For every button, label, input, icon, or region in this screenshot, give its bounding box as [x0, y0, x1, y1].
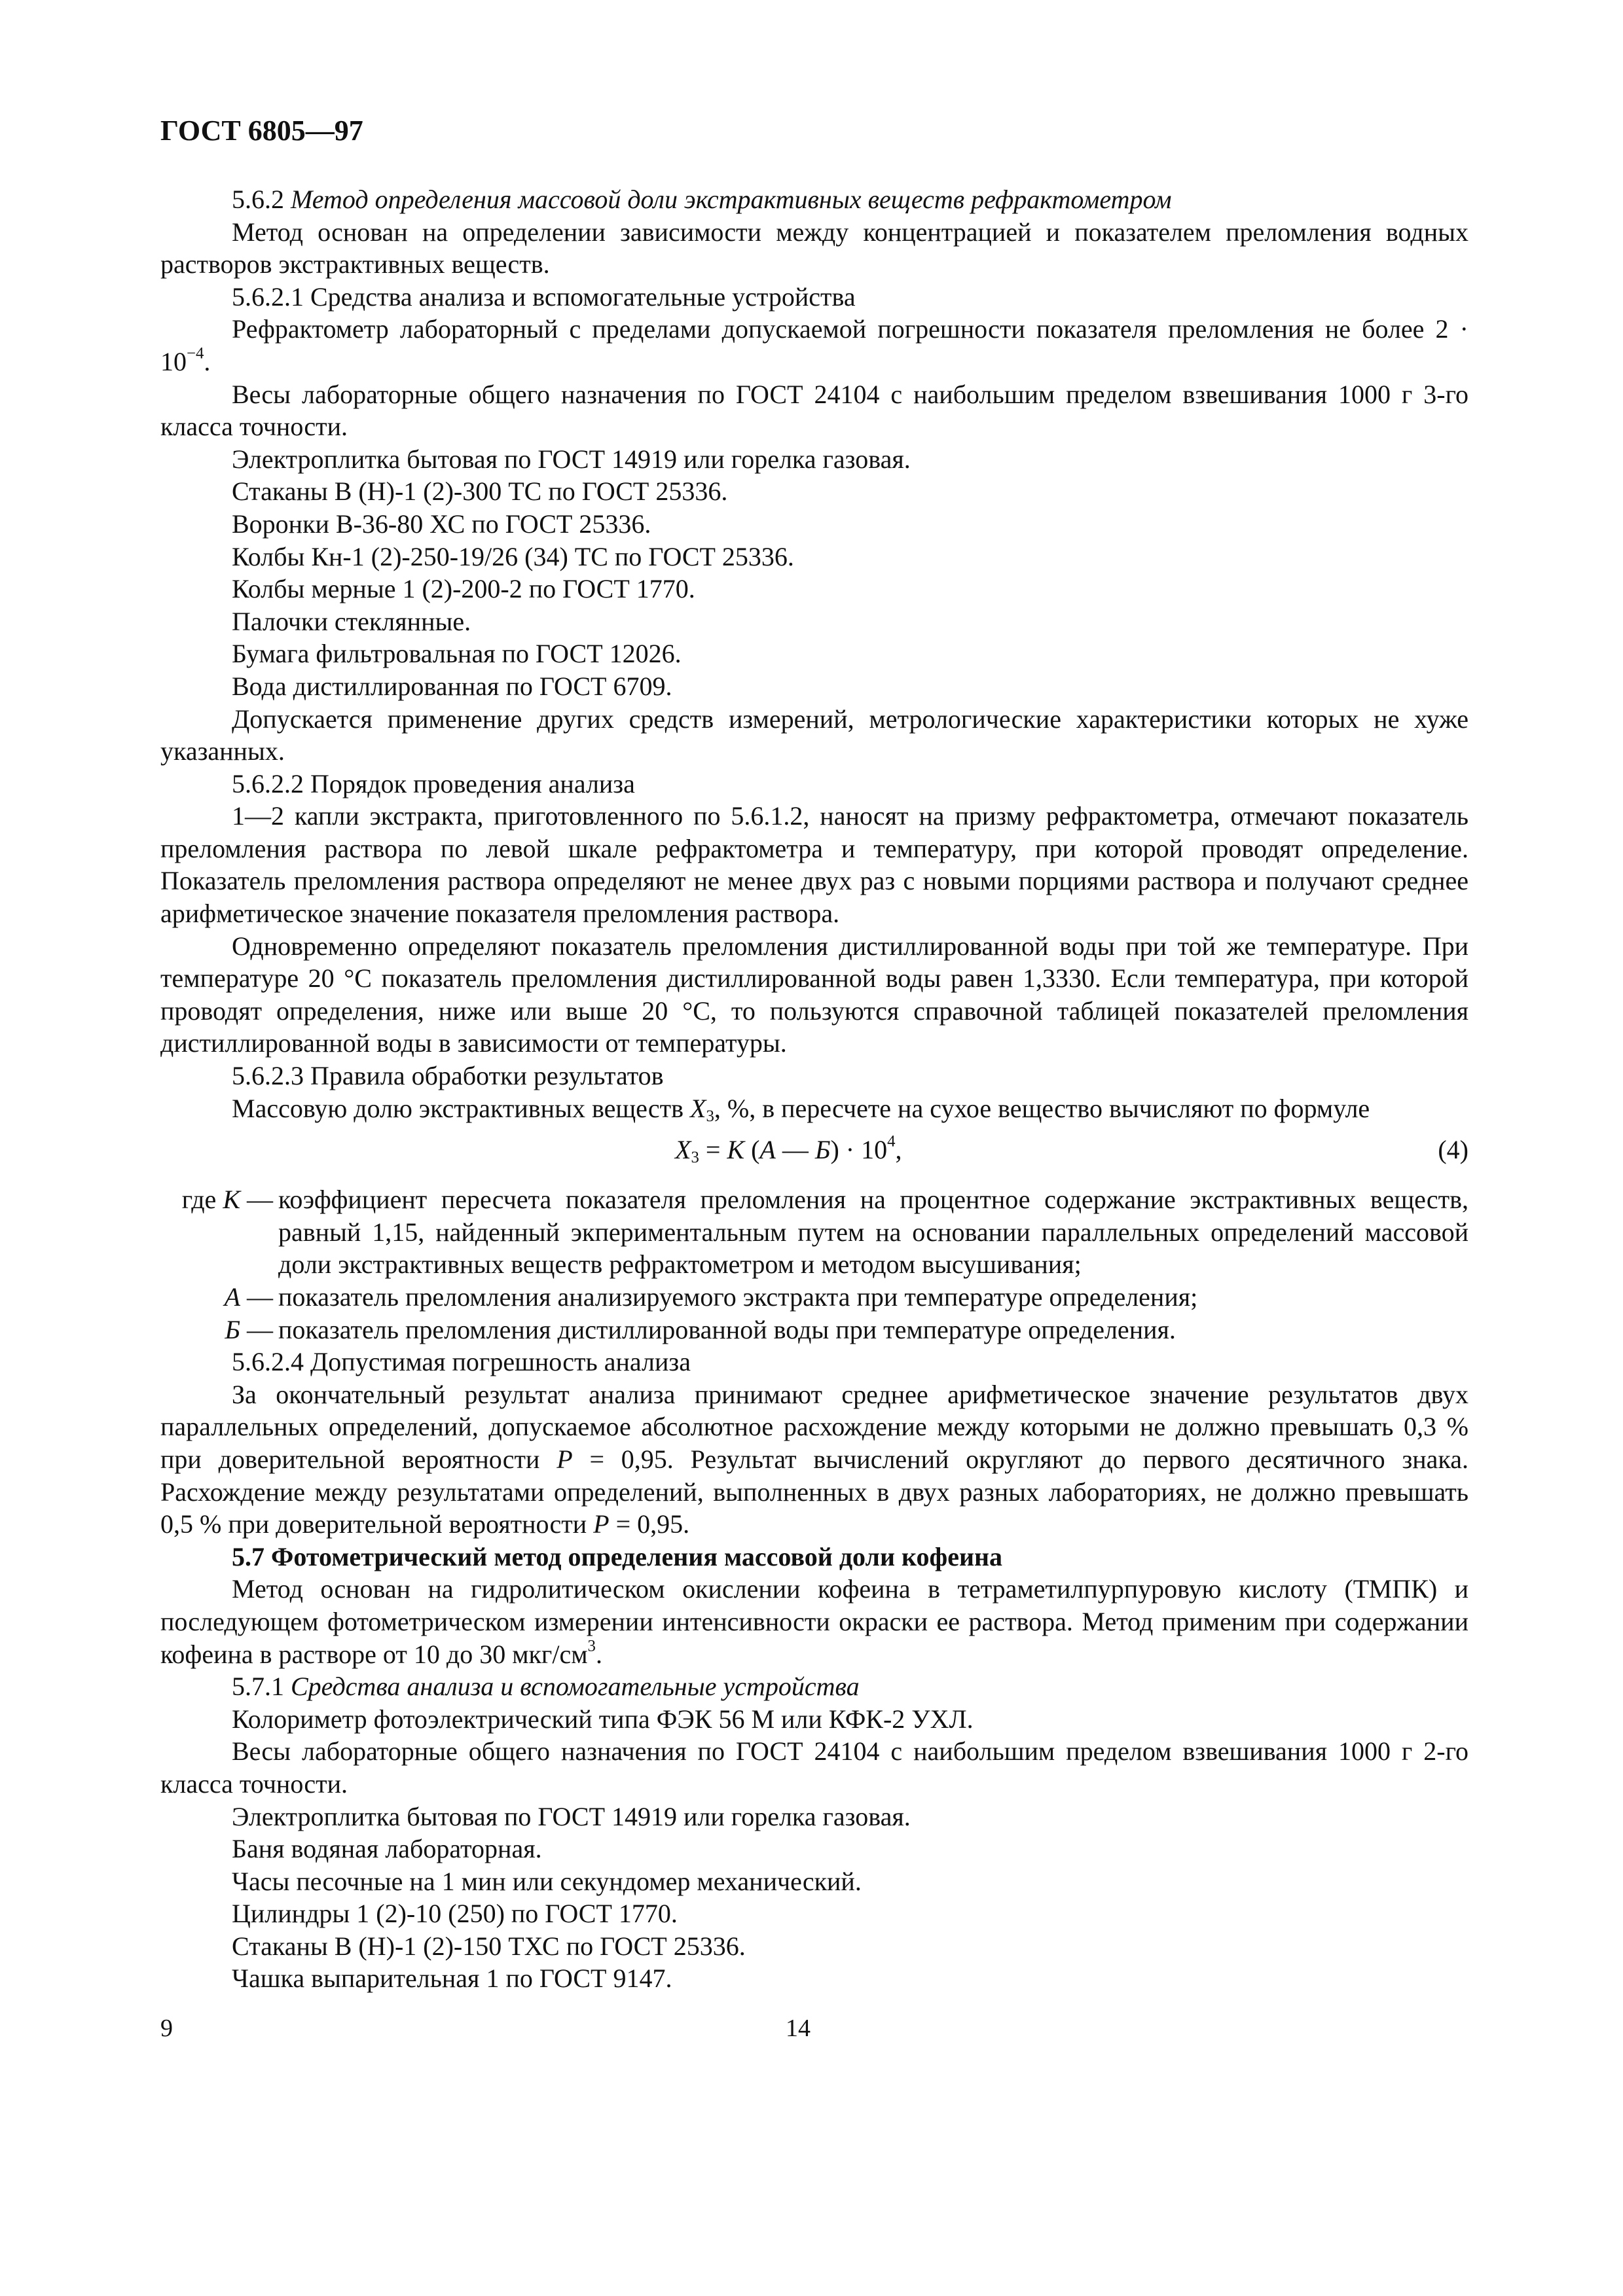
legend-row [160, 1183, 1468, 1281]
section-5-7-heading: 5.7 Фотометрический метод определения массовой доли кофеина [232, 1541, 1003, 1571]
section-number: 5.7.1 [232, 1672, 284, 1702]
legend-term [160, 1314, 278, 1346]
paragraph [160, 1378, 1468, 1541]
list-item: Чашка выпарительная 1 по ГОСТ 9147. [232, 1964, 672, 1994]
list-item: Весы лабораторные общего назначения по ГОСТ 24104 с наибольшим пределом взвешивания 1000 г 3-го класса точности. [160, 379, 1468, 442]
formula-lhs: X [675, 1135, 691, 1165]
paragraph: 1—2 капли экстракта, приготовленного по 5.6.1.2, наносят на призму рефрактометра, отмечают показатель преломления раствора по левой шкале рефрактометра и температуру, при которой проводят определение. Показатель преломления раствора определяют не менее двух раз с новыми порциями раствора и получают среднее арифметическое значение показателя преломления раствора. [160, 801, 1468, 929]
text: . [204, 346, 211, 376]
list-item: Стаканы В (Н)-1 (2)-300 ТС по ГОСТ 25336. [232, 476, 728, 507]
list-item: Баня водяная лабораторная. [232, 1834, 542, 1864]
formula-k: K [727, 1135, 745, 1165]
paragraph [160, 1573, 1468, 1670]
formula-minus: — [775, 1135, 815, 1165]
legend-dash: — [240, 1185, 273, 1215]
text: Метод основан на гидролитическом окислении кофеина в тетраметилпурпуровую кислоту (ТМПК) и последующем фотометрическом измерении интенсивности окраски ее раствора. Метод применим при содержании кофеина в растворе от 10 до 30 мкг/см [160, 1574, 1468, 1669]
subsection-heading: 5.6.2.4 Допустимая погрешность анализа [232, 1347, 691, 1377]
list-item: Стаканы В (Н)-1 (2)-150 ТХС по ГОСТ 25336. [232, 1931, 746, 1961]
variable: P [556, 1444, 573, 1474]
legend-definition: показатель преломления анализируемого экстракта при температуре определения; [278, 1282, 1198, 1312]
legend-dash: — [240, 1282, 273, 1312]
section-number: 5.6.2 [232, 185, 284, 214]
subsection-heading: 5.6.2.3 Правила обработки результатов [232, 1061, 664, 1091]
paragraph: Метод основан на определении зависимости между концентрацией и показателем преломления водных растворов экстрактивных веществ. [160, 217, 1468, 279]
text: = 0,95. Результат вычислений округляют до первого десятичного знака. Расхождение между результатами определений, выполненных в двух разных лабораториях, не должно превышать 0,5 % при доверительной вероятности [160, 1444, 1469, 1539]
legend-definition: коэффициент пересчета показателя преломления на процентное содержание экстрактивных веществ, равный 1,15, найденный экпериментальным путем на основании параллельных определений массовой доли экстрактивных веществ рефрактометром и методом высушивания; [278, 1185, 1468, 1280]
formula-exponent: 4 [887, 1132, 896, 1151]
where-label: где [181, 1185, 217, 1215]
formula-b: Б [814, 1135, 831, 1165]
legend-symbol: A [224, 1282, 240, 1312]
list-item: Весы лабораторные общего назначения по ГОСТ 24104 с наибольшим пределом взвешивания 1000 г 2-го класса точности. [160, 1736, 1468, 1799]
formula-end: , [895, 1135, 902, 1165]
subsection-heading: 5.6.2.1 Средства анализа и вспомогательные устройства [232, 281, 856, 312]
exponent: 3 [587, 1636, 596, 1655]
legend-row [160, 1314, 1468, 1346]
formula-open: ( [744, 1135, 760, 1165]
subsection-heading: 5.6.2.2 Порядок проведения анализа [232, 768, 635, 798]
variable: P [593, 1509, 610, 1539]
variable: X [690, 1093, 706, 1123]
paragraph: Одновременно определяют показатель преломления дистиллированной воды при той же температуре. При температуре 20 °С показатель преломления дистиллированной воды равен 1,3330. Если температура, при которой проводят определения, ниже или выше 20 °С, то пользуются справочной таблицей показателей преломления дистиллированной воды в зависимости от температуры. [160, 931, 1468, 1058]
paragraph [160, 1092, 1468, 1125]
page-header-standard-id: ГОСТ 6805—97 [160, 115, 363, 147]
list-item: Палочки стеклянные. [232, 606, 471, 636]
section-title: Метод определения массовой доли экстрактивных веществ рефрактометром [291, 185, 1172, 214]
text: Рефрактометр лабораторный с пределами допускаемой погрешности показателя преломления не более 2 · 10 [160, 314, 1468, 376]
list-item: Бумага фильтровальная по ГОСТ 12026. [232, 639, 682, 669]
exponent: −4 [187, 344, 204, 363]
list-item: Колориметр фотоэлектрический типа ФЭК 56 М или КФК-2 УХЛ. [232, 1704, 974, 1734]
list-item: Воронки В-36-80 ХС по ГОСТ 25336. [232, 509, 651, 539]
list-item: Колбы мерные 1 (2)-200-2 по ГОСТ 1770. [232, 574, 695, 604]
list-item: Допускается применение других средств измерений, метрологические характеристики которых не хуже указанных. [160, 704, 1468, 766]
list-item: Вода дистиллированная по ГОСТ 6709. [232, 671, 672, 701]
legend-dash: — [240, 1314, 273, 1344]
legend-symbol: K [223, 1185, 240, 1215]
formula-eq: = [699, 1135, 727, 1165]
document-body [160, 183, 1468, 1995]
formula [675, 1134, 902, 1166]
folio-left: 9 [160, 2015, 173, 2042]
text: = 0,95. [609, 1509, 690, 1539]
list-item: Часы песочные на 1 мин или секундомер механический. [232, 1866, 862, 1896]
text: За окончательный результат анализа принимают среднее арифметическое значение результатов двух параллельных определений, допускаемое абсолютное расхождение между которыми не должно превышать 0,3 % при доверительной вероятности [160, 1379, 1468, 1474]
section-title: Средства анализа и вспомогательные устройства [291, 1672, 860, 1702]
list-item: Электроплитка бытовая по ГОСТ 14919 или горелка газовая. [232, 444, 911, 474]
text: . [595, 1639, 602, 1669]
section-5-6-2-title [160, 183, 1468, 216]
page-number: 14 [786, 2015, 811, 2042]
legend-row [160, 1281, 1468, 1314]
subsection-5-7-1-title [160, 1670, 1468, 1703]
legend-term [160, 1281, 278, 1314]
list-item: Колбы Кн-1 (2)-250-19/26 (34) ТС по ГОСТ 25336. [232, 541, 794, 571]
formula-a: A [759, 1135, 776, 1165]
legend-term [160, 1183, 278, 1281]
formula-close: ) · 10 [830, 1135, 888, 1165]
paragraph [160, 313, 1468, 378]
formula-row [160, 1128, 1468, 1174]
text: Массовую долю экстрактивных веществ [232, 1093, 691, 1123]
formula-number: (4) [1438, 1135, 1468, 1165]
legend-symbol: Б [225, 1314, 240, 1344]
list-item: Электроплитка бытовая по ГОСТ 14919 или горелка газовая. [232, 1801, 911, 1831]
formula-subscript: 3 [691, 1149, 699, 1167]
subscript: 3 [706, 1107, 714, 1125]
text: , %, в пересчете на сухое вещество вычисляют по формуле [714, 1093, 1370, 1123]
list-item: Цилиндры 1 (2)-10 (250) по ГОСТ 1770. [232, 1899, 678, 1929]
legend-definition: показатель преломления дистиллированной воды при температуре определения. [278, 1314, 1176, 1344]
